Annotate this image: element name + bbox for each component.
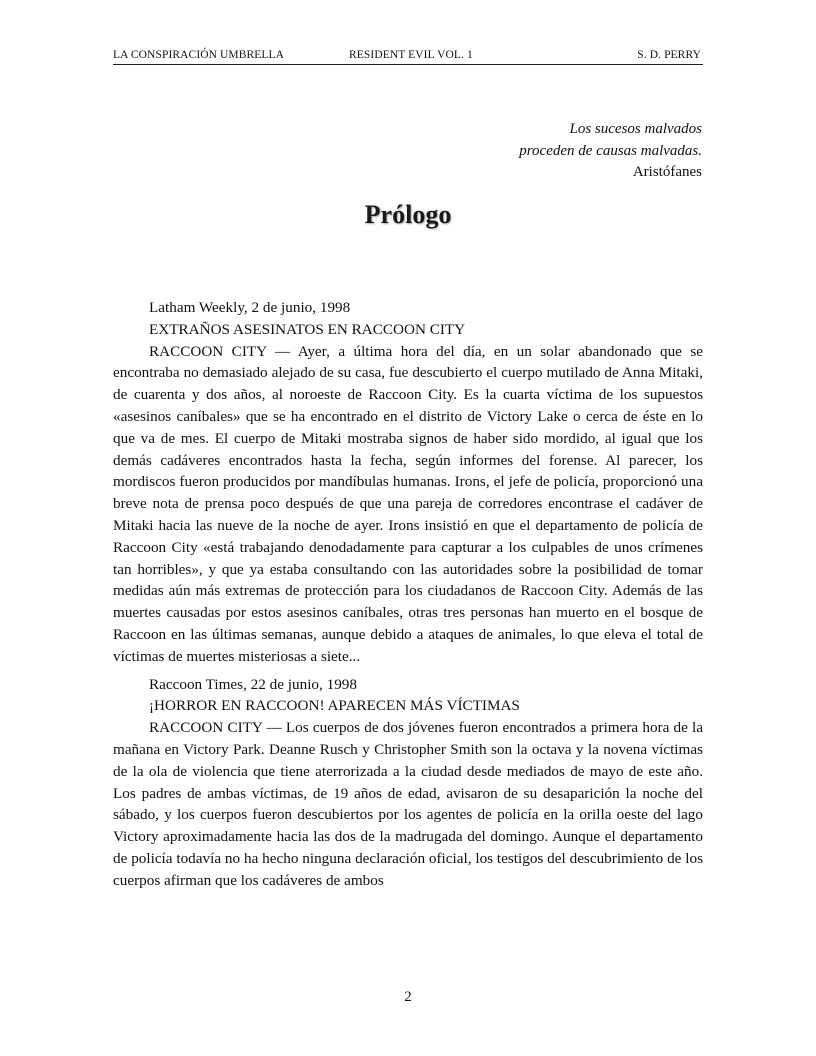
article-2-headline: ¡HORROR EN RACCOON! APARECEN MÁS VÍCTIMAS (149, 697, 520, 715)
epigraph (519, 119, 702, 184)
chapter-title: Prólogo (364, 200, 452, 229)
article-1-body: RACCOON CITY — Ayer, a última hora del día, en un solar abandonado que se encontraba no demasiado alejado de su casa, fue descubierto el cuerpo mutilado de Anna Mitaki, de cuarenta y dos años, al noroeste de Raccoon City. Es la cuarta víctima de los supuestos «asesinos caníbales» que se ha encontrado en el distrito de Victory Lake o cerca de éste en lo que va de mes. El cuerpo de Mitaki mostraba signos de haber sido mordido, al igual que los demás cadáveres encontrados hasta la fecha, según informes del forense. Al parecer, los mordiscos fueron producidos por mandíbulas humanas. Irons, el jefe de policía, proporcionó una breve nota de prensa poco después de que una pareja de corredores encontrase el cadáver de Mitaki hacia las nueve de la noche de ayer. Irons insistió en que el departamento de policía de Raccoon City «está trabajando denodadamente para capturar a los culpables de unos crímenes tan horribles», y que ya estaba consultando con las autoridades sobre la posibilidad de tomar medidas aún más extremas de protección para los ciudadanos de Raccoon City. Además de las muertes causadas por estos asesinos caníbales, otras tres personas han muerto en el bosque de Raccoon en las últimas semanas, aunque debido a ataques de animales, lo que eleva el total de víctimas de muertes misteriosas a siete... (113, 342, 703, 665)
article-1-headline: EXTRAÑOS ASESINATOS EN RACCOON CITY (149, 320, 466, 338)
header-book-title: LA CONSPIRACIÓN UMBRELLA (113, 49, 285, 61)
epigraph-line-1: Los sucesos malvados (569, 121, 702, 137)
page-number: 2 (404, 989, 412, 1005)
header-series-title: RESIDENT EVIL VOL. 1 (349, 49, 473, 61)
epigraph-line-2: proceden de causas malvadas. (519, 142, 702, 159)
running-header (113, 46, 703, 65)
header-author: S. D. PERRY (637, 49, 701, 61)
article-2-source: Raccoon Times, 22 de junio, 1998 (149, 675, 357, 693)
article-2-body: RACCOON CITY — Los cuerpos de dos jóvenes fueron encontrados a primera hora de la mañana en Victory Park. Deanne Rusch y Christopher Smith son la octava y la novena víctimas de la ola de violencia que tiene aterrorizada a la ciudad desde mediados de mayo de este año. Los padres de ambas víctimas, de 19 años de edad, avisaron de su desaparición la noche del sábado, y los cuerpos fueron descubiertos por los agentes de policía en la orilla oeste del lago Victory aproximadamente hacia las dos de la madrugada del domingo. Aunque el departamento de policía todavía no ha hecho ninguna declaración oficial, los testigos del descubrimiento de los cuerpos afirman que los cadáveres de ambos (113, 719, 703, 889)
epigraph-author: Aristófanes (632, 164, 702, 180)
chapter-body (113, 297, 703, 892)
article-1-source: Latham Weekly, 2 de junio, 1998 (149, 299, 351, 316)
